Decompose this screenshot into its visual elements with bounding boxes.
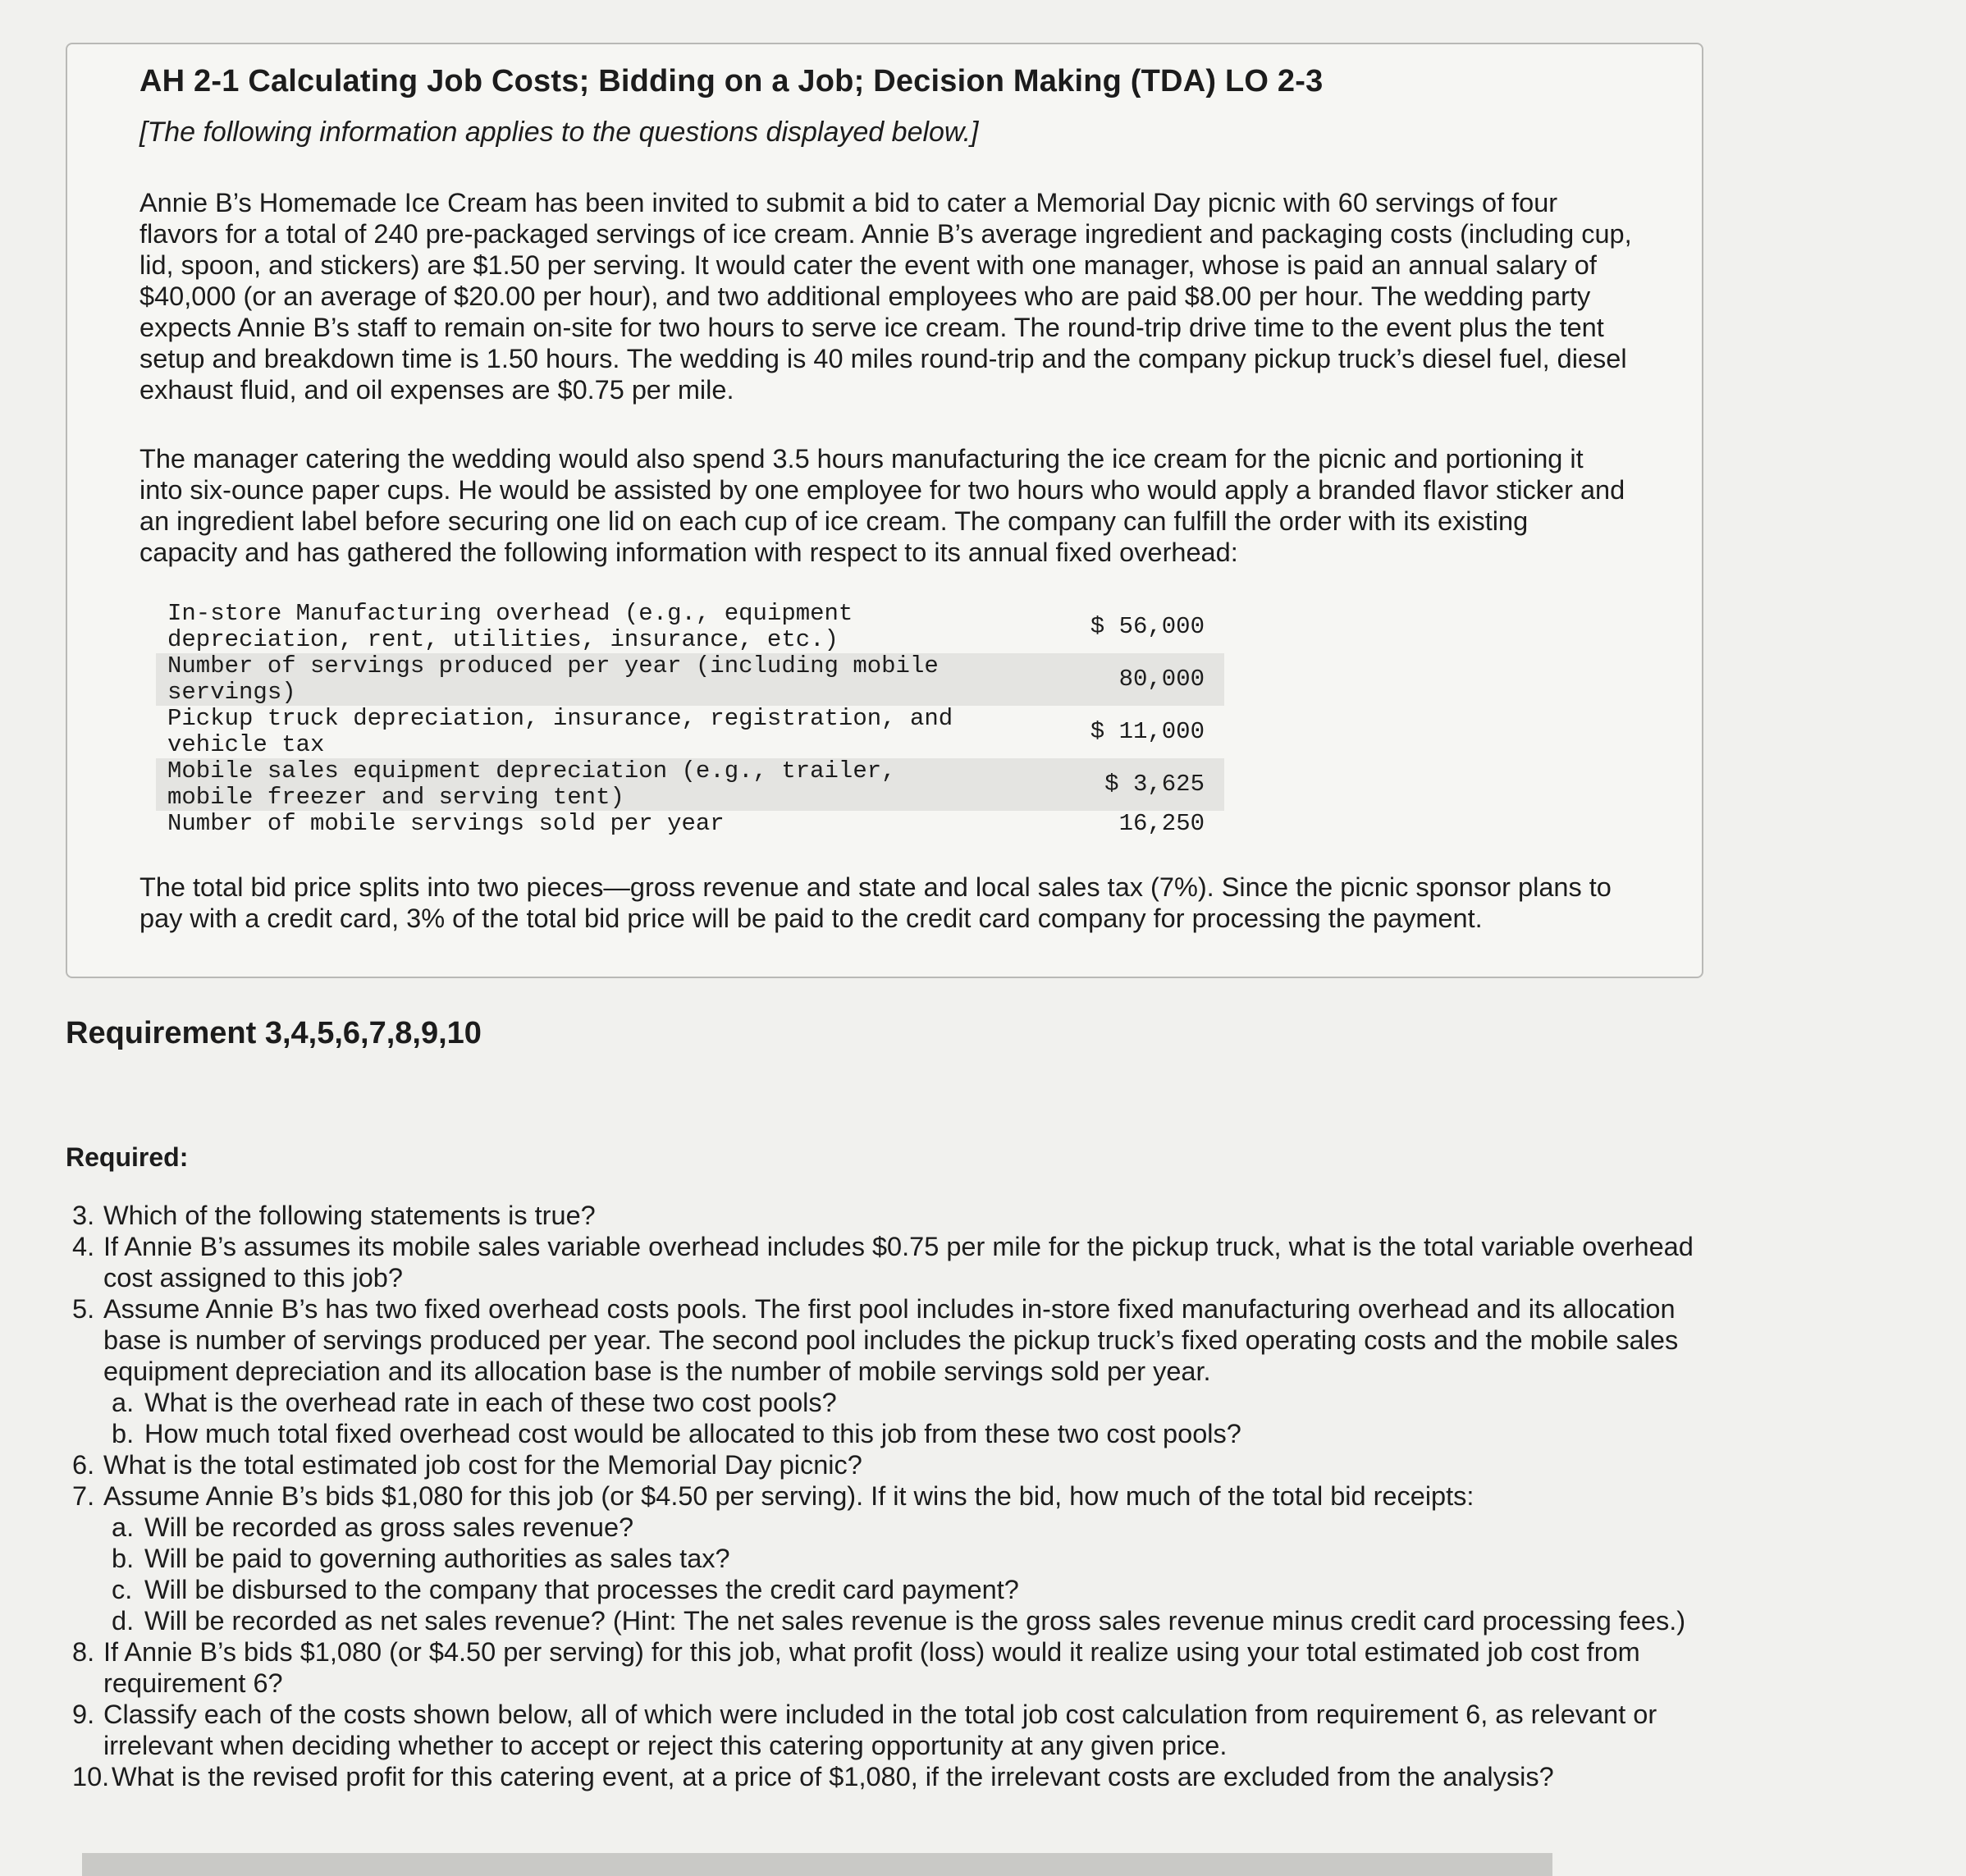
list-item <box>112 1574 1707 1605</box>
list-item <box>66 1636 1707 1699</box>
list-item <box>66 1200 1707 1231</box>
overhead-label: Number of servings produced per year (including mobile servings) <box>167 652 939 706</box>
sub-question-list <box>103 1512 1707 1636</box>
question-number: 9. <box>72 1700 95 1729</box>
overhead-value: 80,000 <box>1118 666 1205 693</box>
sub-question-text: What is the overhead rate in each of these two cost pools? <box>144 1388 837 1417</box>
question-text: Assume Annie B’s bids $1,080 for this job (or $4.50 per serving). If it wins the bid, how much of the total bid receipts: <box>103 1481 1474 1511</box>
question-number: 7. <box>72 1481 95 1511</box>
list-item <box>66 1761 1707 1792</box>
question-list <box>66 1200 1707 1792</box>
fixed-overhead-table <box>156 601 1224 837</box>
overhead-label: Number of mobile servings sold per year <box>167 810 725 837</box>
problem-subtitle: [The following information applies to the questions displayed below.] <box>139 117 979 148</box>
table-row <box>156 706 1224 758</box>
sub-letter: a. <box>112 1388 135 1417</box>
overhead-value: $ 56,000 <box>1090 613 1205 640</box>
table-row <box>156 653 1224 706</box>
overhead-label: Pickup truck depreciation, insurance, registration, and vehicle tax <box>167 705 953 758</box>
question-text: Which of the following statements is true? <box>103 1201 596 1230</box>
list-item <box>112 1387 1707 1418</box>
question-number: 10. <box>72 1762 110 1791</box>
required-label: Required: <box>66 1142 189 1172</box>
overhead-label: In-store Manufacturing overhead (e.g., equipment depreciation, rent, utilities, insurance, etc.) <box>167 600 853 653</box>
list-item <box>112 1543 1707 1574</box>
overhead-value: $ 3,625 <box>1104 771 1205 798</box>
sub-letter: d. <box>112 1606 135 1636</box>
sub-question-text: Will be disbursed to the company that processes the credit card payment? <box>144 1575 1019 1604</box>
list-item <box>112 1512 1707 1543</box>
question-number: 6. <box>72 1450 95 1480</box>
table-row <box>156 601 1224 653</box>
question-text: If Annie B’s bids $1,080 (or $4.50 per serving) for this job, what profit (loss) would it realize using your total estimated job cost from requirement 6? <box>103 1637 1640 1698</box>
table-row <box>156 758 1224 811</box>
question-number: 8. <box>72 1637 95 1667</box>
question-text: If Annie B’s assumes its mobile sales variable overhead includes $0.75 per mile for the pickup truck, what is the total variable overhead cost assigned to this job? <box>103 1232 1694 1293</box>
question-number: 5. <box>72 1294 95 1324</box>
overhead-label: Mobile sales equipment depreciation (e.g., trailer, mobile freezer and serving tent) <box>167 757 896 811</box>
scenario-paragraph-2: The manager catering the wedding would also spend 3.5 hours manufacturing the ice cream for the picnic and portioning it into six-ounce paper cups. He would be assisted by one employee for two hours who would apply a branded flavor sticker and an ingredient label before securing one lid on each cup of ice cream. The company can fulfill the order with its existing capacity and has gathered the following information with respect to its annual fixed overhead: <box>139 444 1625 567</box>
list-item <box>112 1418 1707 1449</box>
overhead-value: $ 11,000 <box>1090 718 1205 745</box>
question-text: Assume Annie B’s has two fixed overhead costs pools. The first pool includes in-store fixed manufacturing overhead and its allocation base is number of servings produced per year. The second pool includes the pickup truck’s fixed operating costs and the mobile sales equipment depreciation and its allocation base is the number of mobile servings sold per year. <box>103 1294 1679 1386</box>
sub-letter: b. <box>112 1419 135 1448</box>
bottom-scroll-edge <box>82 1853 1552 1876</box>
sub-question-text: Will be paid to governing authorities as sales tax? <box>144 1544 730 1573</box>
sub-question-text: Will be recorded as net sales revenue? (Hint: The net sales revenue is the gross sales revenue minus credit card processing fees.) <box>144 1606 1686 1636</box>
list-item <box>112 1605 1707 1636</box>
scenario-paragraph-3: The total bid price splits into two pieces—gross revenue and state and local sales tax (7%). Since the picnic sponsor plans to pay with a credit card, 3% of the total bid price will be paid to the credit card company for processing the payment. <box>139 872 1612 933</box>
question-number: 4. <box>72 1232 95 1261</box>
list-item <box>66 1231 1707 1293</box>
requirement-heading: Requirement 3,4,5,6,7,8,9,10 <box>66 1016 482 1050</box>
question-text: What is the total estimated job cost for the Memorial Day picnic? <box>103 1450 862 1480</box>
sub-question-text: Will be recorded as gross sales revenue? <box>144 1512 634 1542</box>
sub-letter: a. <box>112 1512 135 1542</box>
problem-title: AH 2-1 Calculating Job Costs; Bidding on a Job; Decision Making (TDA) LO 2-3 <box>139 64 1324 98</box>
sub-letter: c. <box>112 1575 133 1604</box>
table-row <box>156 811 1224 837</box>
list-item <box>66 1293 1707 1449</box>
question-text: Classify each of the costs shown below, all of which were included in the total job cost calculation from requirement 6, as relevant or irrelevant when deciding whether to accept or reject this catering opportunity at any given price. <box>103 1700 1657 1760</box>
list-item <box>66 1699 1707 1761</box>
sub-question-list <box>103 1387 1707 1449</box>
overhead-value: 16,250 <box>1118 810 1205 837</box>
scenario-paragraph-1: Annie B’s Homemade Ice Cream has been invited to submit a bid to cater a Memorial Day picnic with 60 servings of four flavors for a total of 240 pre-packaged servings of ice cream. Annie B’s average ingredient and packaging costs (including cup, lid, spoon, and stickers) are $1.50 per serving. It would cater the event with one manager, whose is paid an annual salary of $40,000 (or an average of $20.00 per hour), and two additional employees who are paid $8.00 per hour. The wedding party expects Annie B’s staff to remain on-site for two hours to serve ice cream. The round-trip drive time to the event plus the tent setup and breakdown time is 1.50 hours. The wedding is 40 miles round-trip and the company pickup truck’s diesel fuel, diesel exhaust fluid, and oil expenses are $0.75 per mile. <box>139 188 1632 405</box>
list-item <box>66 1449 1707 1480</box>
sub-question-text: How much total fixed overhead cost would be allocated to this job from these two cost pools? <box>144 1419 1241 1448</box>
sub-letter: b. <box>112 1544 135 1573</box>
question-text: What is the revised profit for this catering event, at a price of $1,080, if the irrelevant costs are excluded from the analysis? <box>112 1762 1554 1791</box>
question-number: 3. <box>72 1201 95 1230</box>
list-item <box>66 1480 1707 1636</box>
